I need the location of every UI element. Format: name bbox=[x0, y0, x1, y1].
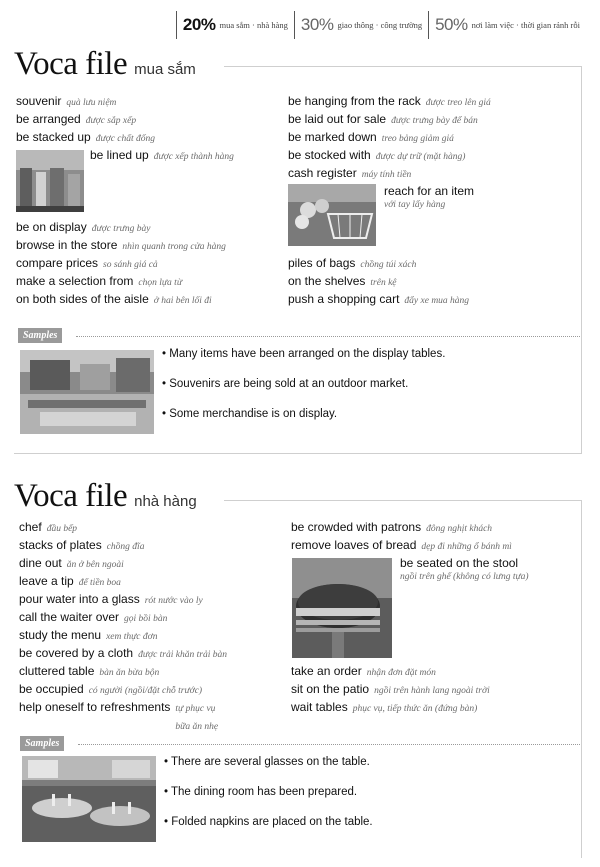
samples-divider bbox=[76, 336, 580, 337]
vocab-item: be occupied có người (ngồi/đặt chỗ trước) bbox=[19, 682, 203, 696]
vocab-item: be on display được trưng bày bbox=[16, 220, 151, 234]
header-segment-shopping bbox=[176, 11, 294, 39]
header-percent: 30% bbox=[300, 15, 334, 34]
title-main: Voca file bbox=[14, 46, 128, 82]
chapter-progress-header bbox=[176, 8, 586, 42]
vocab-item: leave a tip để tiền boa bbox=[19, 574, 121, 588]
shopping-cart-photo bbox=[288, 184, 376, 246]
sample-sentence: • Many items have been arranged on the display tables. bbox=[162, 348, 445, 360]
sample-sentence: • Souvenirs are being sold at an outdoor market. bbox=[162, 378, 408, 390]
vocab-item: remove loaves of bread dẹp đi những ổ bánh mì bbox=[291, 538, 512, 552]
vocab-item: stacks of plates chồng đĩa bbox=[19, 538, 145, 552]
vocab-item: be hanging from the rack được treo lên giá bbox=[288, 94, 491, 108]
sample-sentence: • There are several glasses on the table. bbox=[164, 756, 370, 768]
title-sub: nhà hàng bbox=[134, 493, 197, 510]
sample-sentence: • Some merchandise is on display. bbox=[162, 408, 337, 420]
samples-label: Samples bbox=[20, 736, 64, 751]
vocab-item: reach for an item với tay lấy hàng bbox=[384, 184, 475, 210]
vocab-item: chef đầu bếp bbox=[19, 520, 78, 534]
vocab-item: be arranged được sắp xếp bbox=[16, 112, 137, 126]
header-percent: 20% bbox=[182, 15, 216, 34]
vocab-item: study the menu xem thực đơn bbox=[19, 628, 158, 642]
header-label: nơi làm việc · thời gian rảnh rỗi bbox=[471, 20, 580, 30]
vocab-item: be lined up được xếp thành hàng bbox=[90, 148, 234, 162]
vocab-item: on the shelves trên kệ bbox=[288, 274, 397, 288]
section-title bbox=[14, 46, 196, 83]
vocab-item: piles of bags chồng túi xách bbox=[288, 256, 417, 270]
vocab-item: push a shopping cart đẩy xe mua hàng bbox=[288, 292, 470, 306]
vocab-item: make a selection from chọn lựa từ bbox=[16, 274, 182, 288]
sample-sentence: • The dining room has been prepared. bbox=[164, 786, 357, 798]
vocab-item: on both sides of the aisle ở hai bên lối đi bbox=[16, 292, 212, 306]
header-label: giao thông · công trường bbox=[337, 20, 423, 30]
voca-file-shopping bbox=[14, 46, 582, 454]
bar-stool-photo bbox=[292, 558, 392, 658]
vocab-item: pour water into a glass rót nước vào ly bbox=[19, 592, 203, 606]
vocab-item: wait tables phục vụ, tiếp thức ăn (đứng bàn) bbox=[291, 700, 478, 714]
header-segment-workplace bbox=[428, 11, 586, 39]
header-segment-traffic bbox=[294, 11, 428, 39]
store-shelves-photo bbox=[16, 150, 84, 212]
vocab-item: be marked down treo bảng giảm giá bbox=[288, 130, 454, 144]
title-sub: mua sắm bbox=[134, 61, 196, 78]
vocab-item: be stocked with được dự trữ (mặt hàng) bbox=[288, 148, 466, 162]
voca-file-restaurant bbox=[14, 478, 582, 858]
header-percent: 50% bbox=[435, 15, 468, 34]
outdoor-market-photo bbox=[20, 350, 154, 434]
vocab-item: be covered by a cloth được trải khăn trải bàn bbox=[19, 646, 227, 660]
vocab-item: cluttered table bàn ăn bừa bộn bbox=[19, 664, 160, 678]
section-title bbox=[14, 478, 197, 515]
samples-label: Samples bbox=[18, 328, 62, 343]
vocab-item: be crowded with patrons đông nghịt khách bbox=[291, 520, 493, 534]
vocab-item: dine out ăn ở bên ngoài bbox=[19, 556, 124, 570]
sample-sentence: • Folded napkins are placed on the table. bbox=[164, 816, 373, 828]
title-main: Voca file bbox=[14, 478, 128, 514]
vocab-item: help oneself to refreshments tự phục vụ bữa ăn nhẹ bbox=[19, 700, 219, 732]
vocab-item: browse in the store nhìn quanh trong cửa hàng bbox=[16, 238, 226, 252]
vocab-item: be seated on the stool ngồi trên ghế (không có lưng tựa) bbox=[400, 556, 529, 582]
vocab-item: compare prices so sánh giá cả bbox=[16, 256, 158, 270]
vocab-item: sit on the patio ngồi trên hành lang ngoài trời bbox=[291, 682, 490, 696]
vocab-item: call the waiter over gọi bồi bàn bbox=[19, 610, 168, 624]
vocab-item: be laid out for sale được trưng bày để bán bbox=[288, 112, 478, 126]
samples-divider bbox=[78, 744, 580, 745]
dining-room-photo bbox=[22, 756, 156, 842]
header-label: mua sắm · nhà hàng bbox=[219, 20, 288, 30]
vocab-item: take an order nhận đơn đặt món bbox=[291, 664, 436, 678]
vocab-item: be stacked up được chất đống bbox=[16, 130, 156, 144]
vocab-item: cash register máy tính tiền bbox=[288, 166, 412, 180]
vocab-item: souvenir quà lưu niệm bbox=[16, 94, 117, 108]
